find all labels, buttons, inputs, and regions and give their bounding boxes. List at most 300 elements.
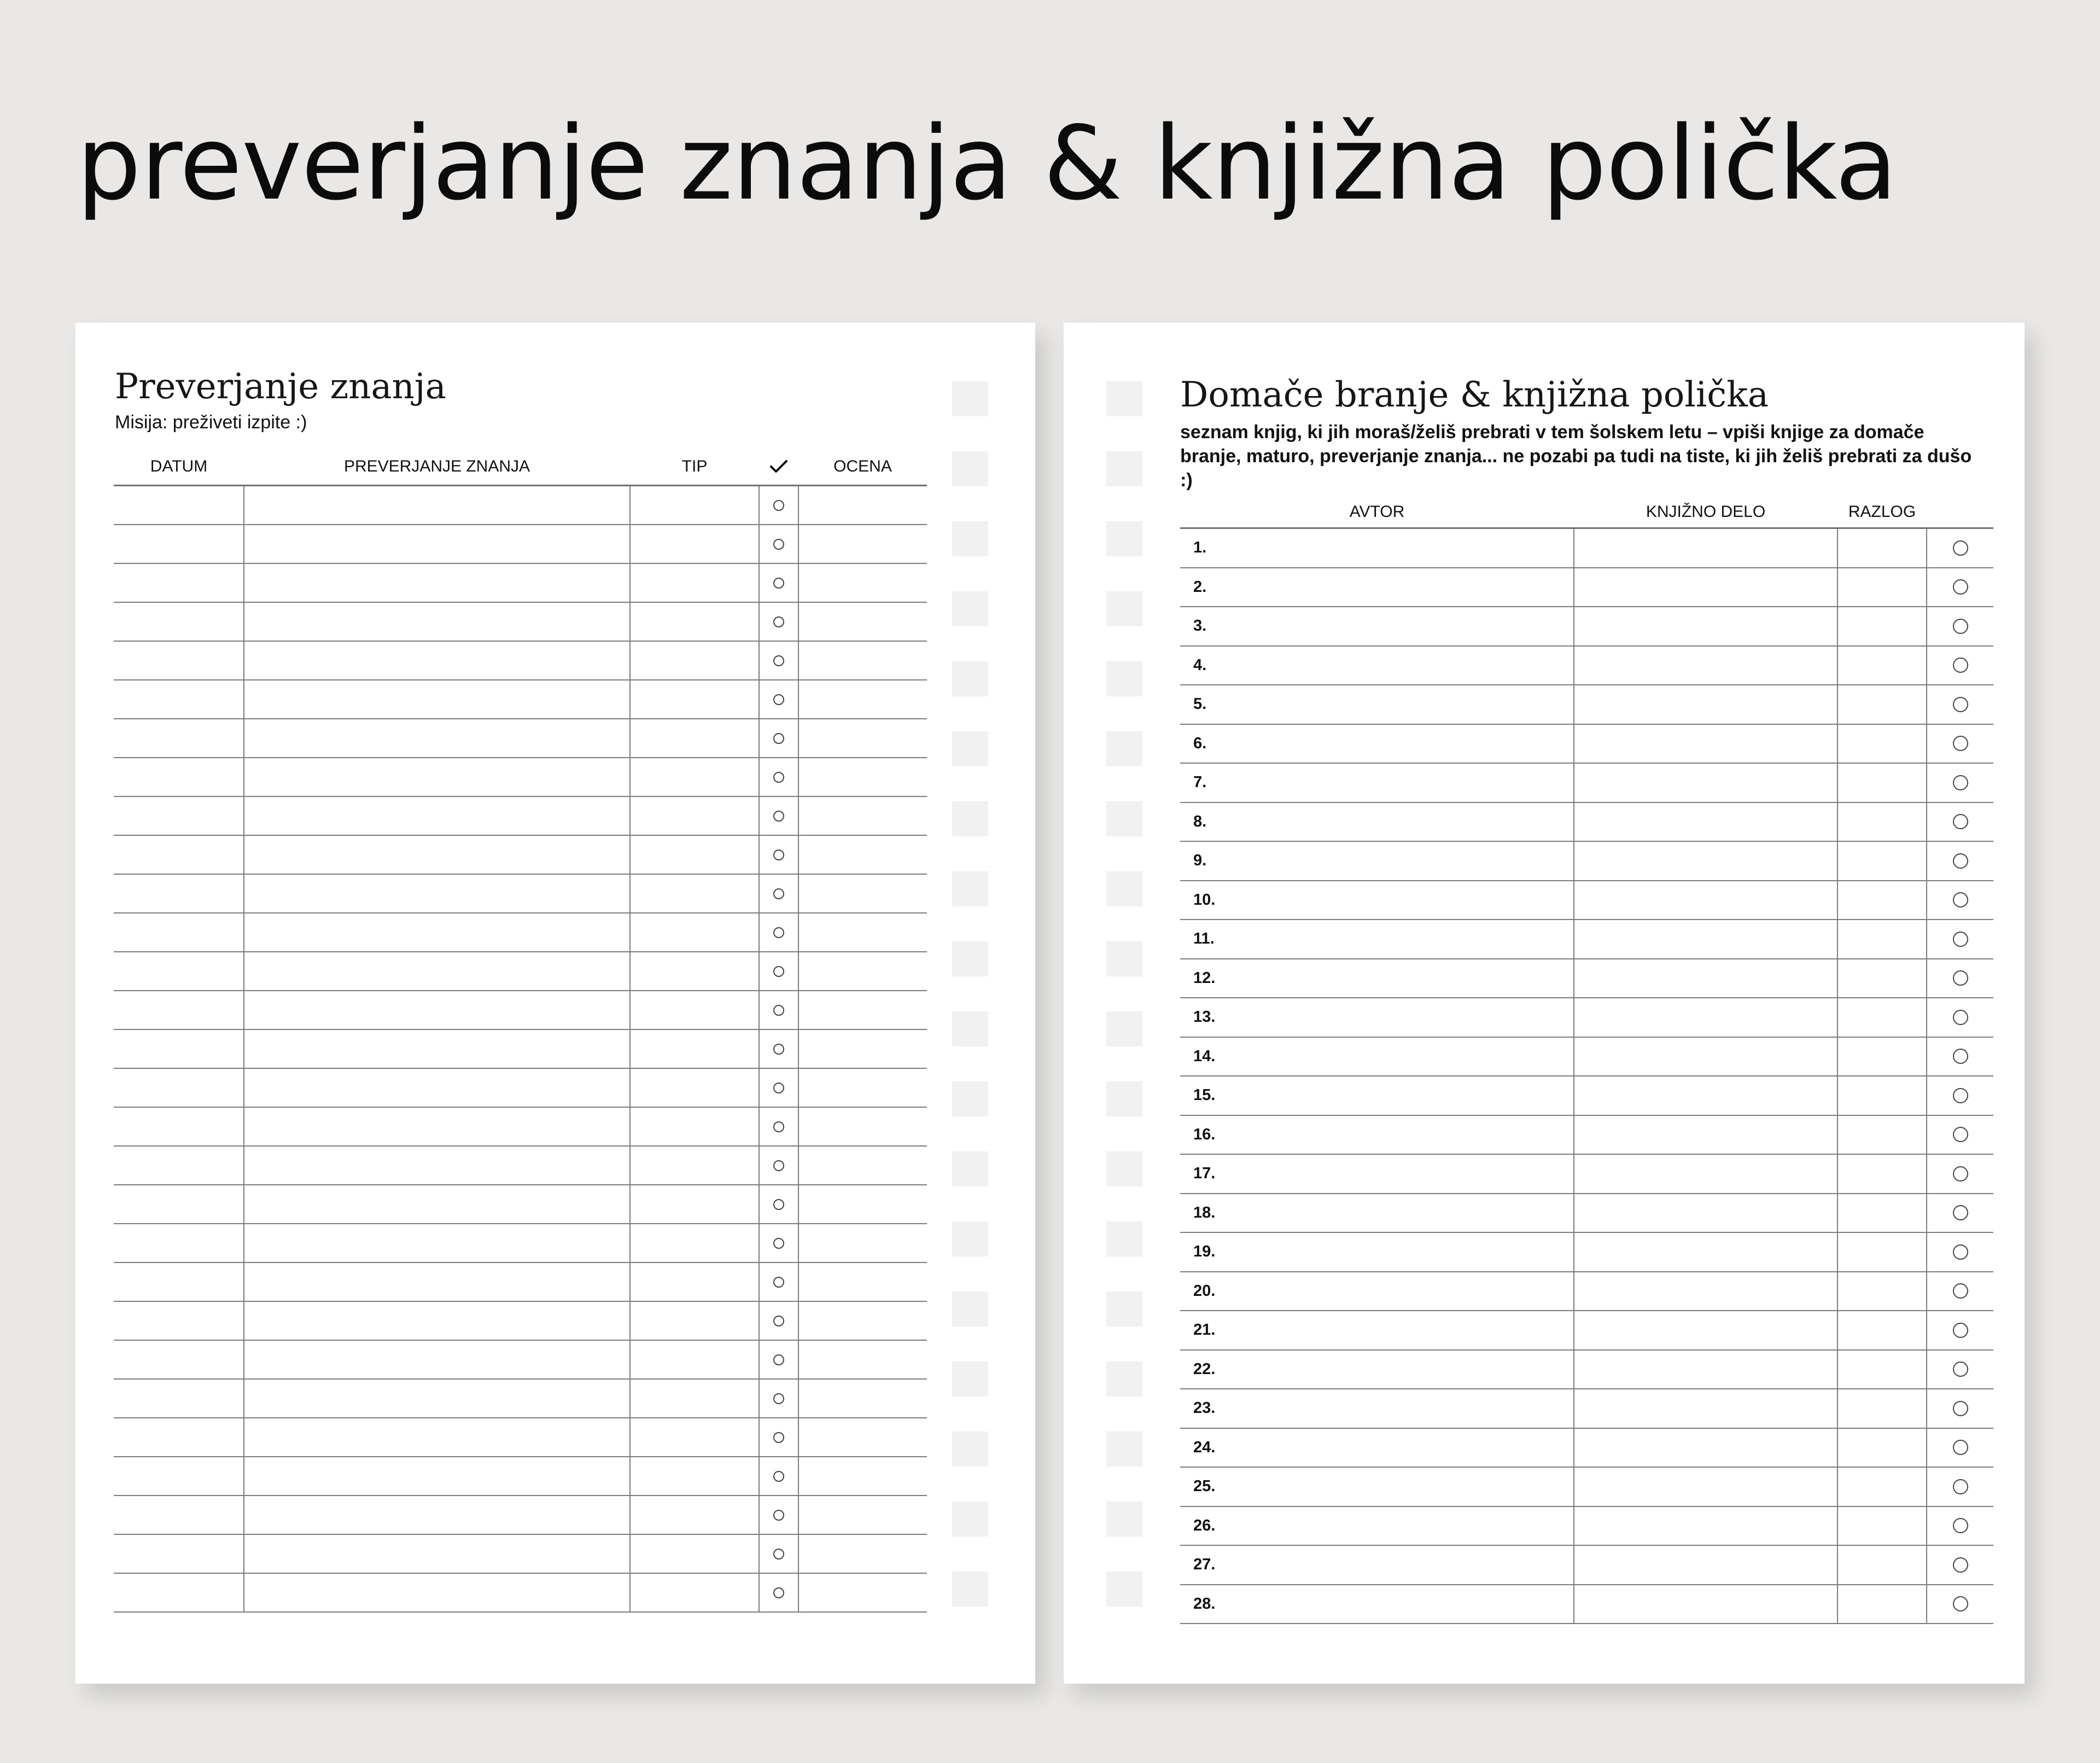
znanje-cell[interactable] — [244, 1068, 630, 1107]
ocena-cell[interactable] — [798, 1534, 927, 1573]
znanje-cell[interactable] — [244, 719, 630, 758]
delo-cell[interactable] — [1574, 1272, 1838, 1311]
done-cell[interactable] — [1927, 998, 1993, 1037]
done-cell[interactable] — [1927, 1585, 1993, 1624]
znanje-cell[interactable] — [244, 913, 630, 952]
tip-cell[interactable] — [630, 758, 759, 796]
side-tab[interactable] — [1106, 591, 1142, 626]
avtor-cell[interactable]: 19. — [1180, 1232, 1574, 1272]
side-tab[interactable] — [1106, 521, 1142, 556]
checkbox-circle-icon[interactable] — [773, 578, 784, 589]
ocena-cell[interactable] — [798, 1068, 927, 1107]
razlog-cell[interactable] — [1838, 1154, 1927, 1194]
check-cell[interactable] — [759, 1573, 798, 1612]
side-tab[interactable] — [952, 381, 988, 416]
checkbox-circle-icon[interactable] — [773, 1587, 784, 1598]
avtor-cell[interactable]: 15. — [1180, 1076, 1574, 1115]
datum-cell[interactable] — [114, 525, 244, 563]
tip-cell[interactable] — [630, 1534, 759, 1573]
checkbox-circle-icon[interactable] — [773, 772, 784, 783]
tip-cell[interactable] — [630, 1185, 759, 1224]
side-tab[interactable] — [952, 1502, 988, 1537]
checkbox-circle-icon[interactable] — [773, 1160, 784, 1171]
checkbox-circle-icon[interactable] — [1953, 540, 1968, 556]
check-cell[interactable] — [759, 1418, 798, 1457]
ocena-cell[interactable] — [798, 1573, 927, 1612]
tip-cell[interactable] — [630, 1457, 759, 1496]
znanje-cell[interactable] — [244, 486, 630, 525]
checkbox-circle-icon[interactable] — [773, 966, 784, 977]
datum-cell[interactable] — [114, 1107, 244, 1146]
tip-cell[interactable] — [630, 1573, 759, 1612]
ocena-cell[interactable] — [798, 874, 927, 913]
datum-cell[interactable] — [114, 1379, 244, 1418]
razlog-cell[interactable] — [1838, 724, 1927, 764]
side-tab[interactable] — [1106, 941, 1142, 976]
done-cell[interactable] — [1927, 763, 1993, 802]
tip-cell[interactable] — [630, 563, 759, 602]
checkbox-circle-icon[interactable] — [773, 1083, 784, 1093]
done-cell[interactable] — [1927, 1154, 1993, 1194]
checkbox-circle-icon[interactable] — [1953, 1010, 1968, 1025]
razlog-cell[interactable] — [1838, 881, 1927, 920]
razlog-cell[interactable] — [1838, 1467, 1927, 1506]
avtor-cell[interactable]: 14. — [1180, 1037, 1574, 1077]
datum-cell[interactable] — [114, 1146, 244, 1185]
datum-cell[interactable] — [114, 486, 244, 525]
avtor-cell[interactable]: 21. — [1180, 1311, 1574, 1350]
datum-cell[interactable] — [114, 719, 244, 758]
znanje-cell[interactable] — [244, 1340, 630, 1379]
znanje-cell[interactable] — [244, 1107, 630, 1146]
razlog-cell[interactable] — [1838, 646, 1927, 685]
checkbox-circle-icon[interactable] — [1953, 970, 1968, 986]
znanje-cell[interactable] — [244, 1262, 630, 1301]
delo-cell[interactable] — [1574, 920, 1838, 959]
razlog-cell[interactable] — [1838, 920, 1927, 959]
datum-cell[interactable] — [114, 1185, 244, 1224]
znanje-cell[interactable] — [244, 1301, 630, 1340]
ocena-cell[interactable] — [798, 1262, 927, 1301]
delo-cell[interactable] — [1574, 607, 1838, 646]
avtor-cell[interactable]: 23. — [1180, 1389, 1574, 1428]
delo-cell[interactable] — [1574, 1428, 1838, 1468]
check-cell[interactable] — [759, 719, 798, 758]
done-cell[interactable] — [1927, 685, 1993, 724]
side-tab[interactable] — [952, 451, 988, 486]
check-cell[interactable] — [759, 1262, 798, 1301]
datum-cell[interactable] — [114, 1496, 244, 1534]
side-tab[interactable] — [952, 521, 988, 556]
ocena-cell[interactable] — [798, 1224, 927, 1262]
side-tab[interactable] — [1106, 1572, 1142, 1607]
avtor-cell[interactable]: 11. — [1180, 920, 1574, 959]
side-tab[interactable] — [1106, 871, 1142, 906]
tip-cell[interactable] — [630, 1418, 759, 1457]
razlog-cell[interactable] — [1838, 1037, 1927, 1077]
delo-cell[interactable] — [1574, 528, 1838, 568]
checkbox-circle-icon[interactable] — [773, 500, 784, 511]
tip-cell[interactable] — [630, 602, 759, 641]
side-tab[interactable] — [952, 1291, 988, 1326]
done-cell[interactable] — [1927, 528, 1993, 568]
ocena-cell[interactable] — [798, 1457, 927, 1496]
done-cell[interactable] — [1927, 1545, 1993, 1585]
delo-cell[interactable] — [1574, 802, 1838, 842]
checkbox-circle-icon[interactable] — [1953, 697, 1968, 712]
delo-cell[interactable] — [1574, 1311, 1838, 1350]
checkbox-circle-icon[interactable] — [1953, 1283, 1968, 1299]
ocena-cell[interactable] — [798, 1340, 927, 1379]
side-tab[interactable] — [1106, 1361, 1142, 1397]
avtor-cell[interactable]: 5. — [1180, 685, 1574, 724]
check-cell[interactable] — [759, 525, 798, 563]
tip-cell[interactable] — [630, 486, 759, 525]
avtor-cell[interactable]: 18. — [1180, 1194, 1574, 1233]
znanje-cell[interactable] — [244, 874, 630, 913]
datum-cell[interactable] — [114, 1301, 244, 1340]
razlog-cell[interactable] — [1838, 1428, 1927, 1468]
avtor-cell[interactable]: 3. — [1180, 607, 1574, 646]
razlog-cell[interactable] — [1838, 607, 1927, 646]
delo-cell[interactable] — [1574, 1545, 1838, 1585]
ocena-cell[interactable] — [798, 486, 927, 525]
razlog-cell[interactable] — [1838, 1585, 1927, 1624]
checkbox-circle-icon[interactable] — [773, 1199, 784, 1210]
check-cell[interactable] — [759, 1340, 798, 1379]
datum-cell[interactable] — [114, 563, 244, 602]
delo-cell[interactable] — [1574, 1506, 1838, 1546]
checkbox-circle-icon[interactable] — [773, 927, 784, 938]
ocena-cell[interactable] — [798, 1107, 927, 1146]
side-tab[interactable] — [952, 941, 988, 976]
delo-cell[interactable] — [1574, 724, 1838, 764]
datum-cell[interactable] — [114, 1029, 244, 1068]
ocena-cell[interactable] — [798, 758, 927, 796]
done-cell[interactable] — [1927, 1272, 1993, 1311]
tip-cell[interactable] — [630, 1107, 759, 1146]
done-cell[interactable] — [1927, 1037, 1993, 1077]
znanje-cell[interactable] — [244, 1418, 630, 1457]
checkbox-circle-icon[interactable] — [773, 1393, 784, 1404]
ocena-cell[interactable] — [798, 1185, 927, 1224]
avtor-cell[interactable]: 12. — [1180, 959, 1574, 998]
delo-cell[interactable] — [1574, 1115, 1838, 1155]
datum-cell[interactable] — [114, 1340, 244, 1379]
avtor-cell[interactable]: 27. — [1180, 1545, 1574, 1585]
checkbox-circle-icon[interactable] — [773, 1510, 784, 1521]
checkbox-circle-icon[interactable] — [773, 1277, 784, 1288]
side-tab[interactable] — [952, 591, 988, 626]
checkbox-circle-icon[interactable] — [773, 1432, 784, 1443]
check-cell[interactable] — [759, 1457, 798, 1496]
datum-cell[interactable] — [114, 758, 244, 796]
checkbox-circle-icon[interactable] — [773, 888, 784, 899]
checkbox-circle-icon[interactable] — [1953, 1166, 1968, 1182]
znanje-cell[interactable] — [244, 1457, 630, 1496]
tip-cell[interactable] — [630, 991, 759, 1029]
tip-cell[interactable] — [630, 1379, 759, 1418]
datum-cell[interactable] — [114, 602, 244, 641]
delo-cell[interactable] — [1574, 1585, 1838, 1624]
side-tab[interactable] — [1106, 1221, 1142, 1256]
avtor-cell[interactable]: 9. — [1180, 841, 1574, 881]
check-cell[interactable] — [759, 874, 798, 913]
znanje-cell[interactable] — [244, 1224, 630, 1262]
datum-cell[interactable] — [114, 1224, 244, 1262]
checkbox-circle-icon[interactable] — [773, 1549, 784, 1560]
done-cell[interactable] — [1927, 1232, 1993, 1272]
razlog-cell[interactable] — [1838, 841, 1927, 881]
tip-cell[interactable] — [630, 525, 759, 563]
check-cell[interactable] — [759, 1107, 798, 1146]
checkbox-circle-icon[interactable] — [1953, 932, 1968, 947]
datum-cell[interactable] — [114, 1262, 244, 1301]
side-tab[interactable] — [952, 1011, 988, 1046]
tip-cell[interactable] — [630, 680, 759, 719]
razlog-cell[interactable] — [1838, 1232, 1927, 1272]
delo-cell[interactable] — [1574, 1232, 1838, 1272]
datum-cell[interactable] — [114, 796, 244, 835]
side-tab[interactable] — [952, 1432, 988, 1467]
checkbox-circle-icon[interactable] — [773, 1238, 784, 1249]
check-cell[interactable] — [759, 563, 798, 602]
done-cell[interactable] — [1927, 841, 1993, 881]
check-cell[interactable] — [759, 952, 798, 991]
delo-cell[interactable] — [1574, 1154, 1838, 1194]
ocena-cell[interactable] — [798, 1146, 927, 1185]
side-tab[interactable] — [952, 661, 988, 696]
delo-cell[interactable] — [1574, 1037, 1838, 1077]
tip-cell[interactable] — [630, 1340, 759, 1379]
tip-cell[interactable] — [630, 952, 759, 991]
check-cell[interactable] — [759, 913, 798, 952]
avtor-cell[interactable]: 20. — [1180, 1272, 1574, 1311]
ocena-cell[interactable] — [798, 641, 927, 680]
ocena-cell[interactable] — [798, 1418, 927, 1457]
razlog-cell[interactable] — [1838, 1389, 1927, 1428]
razlog-cell[interactable] — [1838, 1311, 1927, 1350]
checkbox-circle-icon[interactable] — [1953, 814, 1968, 829]
znanje-cell[interactable] — [244, 758, 630, 796]
datum-cell[interactable] — [114, 1418, 244, 1457]
ocena-cell[interactable] — [798, 719, 927, 758]
checkbox-circle-icon[interactable] — [1953, 1401, 1968, 1416]
razlog-cell[interactable] — [1838, 1350, 1927, 1389]
checkbox-circle-icon[interactable] — [773, 1005, 784, 1016]
check-cell[interactable] — [759, 1379, 798, 1418]
avtor-cell[interactable]: 13. — [1180, 998, 1574, 1037]
avtor-cell[interactable]: 22. — [1180, 1350, 1574, 1389]
done-cell[interactable] — [1927, 1506, 1993, 1546]
checkbox-circle-icon[interactable] — [1953, 1049, 1968, 1064]
side-tab[interactable] — [1106, 801, 1142, 836]
razlog-cell[interactable] — [1838, 998, 1927, 1037]
done-cell[interactable] — [1927, 646, 1993, 685]
delo-cell[interactable] — [1574, 1194, 1838, 1233]
znanje-cell[interactable] — [244, 1534, 630, 1573]
znanje-cell[interactable] — [244, 602, 630, 641]
check-cell[interactable] — [759, 758, 798, 796]
check-cell[interactable] — [759, 796, 798, 835]
side-tab[interactable] — [1106, 1011, 1142, 1046]
avtor-cell[interactable]: 26. — [1180, 1506, 1574, 1546]
side-tab[interactable] — [1106, 731, 1142, 766]
datum-cell[interactable] — [114, 1573, 244, 1612]
avtor-cell[interactable]: 1. — [1180, 528, 1574, 568]
done-cell[interactable] — [1927, 802, 1993, 842]
side-tab[interactable] — [1106, 451, 1142, 486]
datum-cell[interactable] — [114, 952, 244, 991]
check-cell[interactable] — [759, 1146, 798, 1185]
delo-cell[interactable] — [1574, 1076, 1838, 1115]
side-tab[interactable] — [1106, 1432, 1142, 1467]
checkbox-circle-icon[interactable] — [773, 694, 784, 705]
delo-cell[interactable] — [1574, 841, 1838, 881]
side-tab[interactable] — [952, 1361, 988, 1397]
ocena-cell[interactable] — [798, 602, 927, 641]
ocena-cell[interactable] — [798, 525, 927, 563]
delo-cell[interactable] — [1574, 998, 1838, 1037]
znanje-cell[interactable] — [244, 641, 630, 680]
datum-cell[interactable] — [114, 835, 244, 874]
delo-cell[interactable] — [1574, 646, 1838, 685]
tip-cell[interactable] — [630, 1224, 759, 1262]
checkbox-circle-icon[interactable] — [1953, 853, 1968, 869]
check-cell[interactable] — [759, 602, 798, 641]
ocena-cell[interactable] — [798, 991, 927, 1029]
avtor-cell[interactable]: 28. — [1180, 1585, 1574, 1624]
tip-cell[interactable] — [630, 1146, 759, 1185]
side-tab[interactable] — [952, 801, 988, 836]
ocena-cell[interactable] — [798, 835, 927, 874]
razlog-cell[interactable] — [1838, 568, 1927, 607]
tip-cell[interactable] — [630, 874, 759, 913]
tip-cell[interactable] — [630, 1068, 759, 1107]
checkbox-circle-icon[interactable] — [1953, 579, 1968, 595]
datum-cell[interactable] — [114, 874, 244, 913]
tip-cell[interactable] — [630, 1301, 759, 1340]
znanje-cell[interactable] — [244, 1496, 630, 1534]
checkbox-circle-icon[interactable] — [1953, 1244, 1968, 1260]
ocena-cell[interactable] — [798, 1301, 927, 1340]
check-cell[interactable] — [759, 1029, 798, 1068]
tip-cell[interactable] — [630, 796, 759, 835]
delo-cell[interactable] — [1574, 881, 1838, 920]
checkbox-circle-icon[interactable] — [1953, 1479, 1968, 1494]
avtor-cell[interactable]: 10. — [1180, 881, 1574, 920]
checkbox-circle-icon[interactable] — [1953, 892, 1968, 907]
check-cell[interactable] — [759, 641, 798, 680]
side-tab[interactable] — [1106, 381, 1142, 416]
razlog-cell[interactable] — [1838, 959, 1927, 998]
checkbox-circle-icon[interactable] — [1953, 619, 1968, 634]
check-cell[interactable] — [759, 991, 798, 1029]
checkbox-circle-icon[interactable] — [1953, 1596, 1968, 1611]
tip-cell[interactable] — [630, 719, 759, 758]
delo-cell[interactable] — [1574, 1467, 1838, 1506]
checkbox-circle-icon[interactable] — [1953, 1518, 1968, 1533]
razlog-cell[interactable] — [1838, 1194, 1927, 1233]
done-cell[interactable] — [1927, 1428, 1993, 1468]
side-tab[interactable] — [952, 1572, 988, 1607]
checkbox-circle-icon[interactable] — [773, 733, 784, 744]
razlog-cell[interactable] — [1838, 1272, 1927, 1311]
checkbox-circle-icon[interactable] — [773, 1354, 784, 1365]
znanje-cell[interactable] — [244, 796, 630, 835]
razlog-cell[interactable] — [1838, 1115, 1927, 1155]
razlog-cell[interactable] — [1838, 528, 1927, 568]
avtor-cell[interactable]: 25. — [1180, 1467, 1574, 1506]
check-cell[interactable] — [759, 680, 798, 719]
done-cell[interactable] — [1927, 1115, 1993, 1155]
avtor-cell[interactable]: 8. — [1180, 802, 1574, 842]
datum-cell[interactable] — [114, 991, 244, 1029]
znanje-cell[interactable] — [244, 835, 630, 874]
done-cell[interactable] — [1927, 724, 1993, 764]
check-cell[interactable] — [759, 835, 798, 874]
razlog-cell[interactable] — [1838, 1076, 1927, 1115]
razlog-cell[interactable] — [1838, 802, 1927, 842]
check-cell[interactable] — [759, 1534, 798, 1573]
checkbox-circle-icon[interactable] — [773, 616, 784, 627]
checkbox-circle-icon[interactable] — [1953, 1088, 1968, 1103]
checkbox-circle-icon[interactable] — [1953, 1440, 1968, 1455]
side-tab[interactable] — [952, 731, 988, 766]
datum-cell[interactable] — [114, 1534, 244, 1573]
checkbox-circle-icon[interactable] — [1953, 1323, 1968, 1338]
done-cell[interactable] — [1927, 607, 1993, 646]
tip-cell[interactable] — [630, 835, 759, 874]
checkbox-circle-icon[interactable] — [773, 850, 784, 860]
done-cell[interactable] — [1927, 1389, 1993, 1428]
checkbox-circle-icon[interactable] — [773, 1121, 784, 1132]
delo-cell[interactable] — [1574, 1350, 1838, 1389]
avtor-cell[interactable]: 24. — [1180, 1428, 1574, 1468]
side-tab[interactable] — [952, 1221, 988, 1256]
checkbox-circle-icon[interactable] — [773, 1471, 784, 1482]
znanje-cell[interactable] — [244, 563, 630, 602]
checkbox-circle-icon[interactable] — [773, 1044, 784, 1055]
tip-cell[interactable] — [630, 1496, 759, 1534]
checkbox-circle-icon[interactable] — [1953, 1205, 1968, 1220]
done-cell[interactable] — [1927, 959, 1993, 998]
check-cell[interactable] — [759, 1068, 798, 1107]
ocena-cell[interactable] — [798, 913, 927, 952]
datum-cell[interactable] — [114, 1457, 244, 1496]
avtor-cell[interactable]: 17. — [1180, 1154, 1574, 1194]
delo-cell[interactable] — [1574, 568, 1838, 607]
side-tab[interactable] — [1106, 1291, 1142, 1326]
checkbox-circle-icon[interactable] — [1953, 1557, 1968, 1573]
ocena-cell[interactable] — [798, 1496, 927, 1534]
checkbox-circle-icon[interactable] — [1953, 775, 1968, 790]
done-cell[interactable] — [1927, 1076, 1993, 1115]
side-tab[interactable] — [1106, 1081, 1142, 1116]
checkbox-circle-icon[interactable] — [1953, 1127, 1968, 1142]
check-cell[interactable] — [759, 1496, 798, 1534]
done-cell[interactable] — [1927, 1311, 1993, 1350]
ocena-cell[interactable] — [798, 1379, 927, 1418]
avtor-cell[interactable]: 4. — [1180, 646, 1574, 685]
checkbox-circle-icon[interactable] — [1953, 736, 1968, 751]
check-cell[interactable] — [759, 1301, 798, 1340]
ocena-cell[interactable] — [798, 563, 927, 602]
datum-cell[interactable] — [114, 680, 244, 719]
znanje-cell[interactable] — [244, 1146, 630, 1185]
side-tab[interactable] — [952, 1151, 988, 1186]
razlog-cell[interactable] — [1838, 1506, 1927, 1546]
